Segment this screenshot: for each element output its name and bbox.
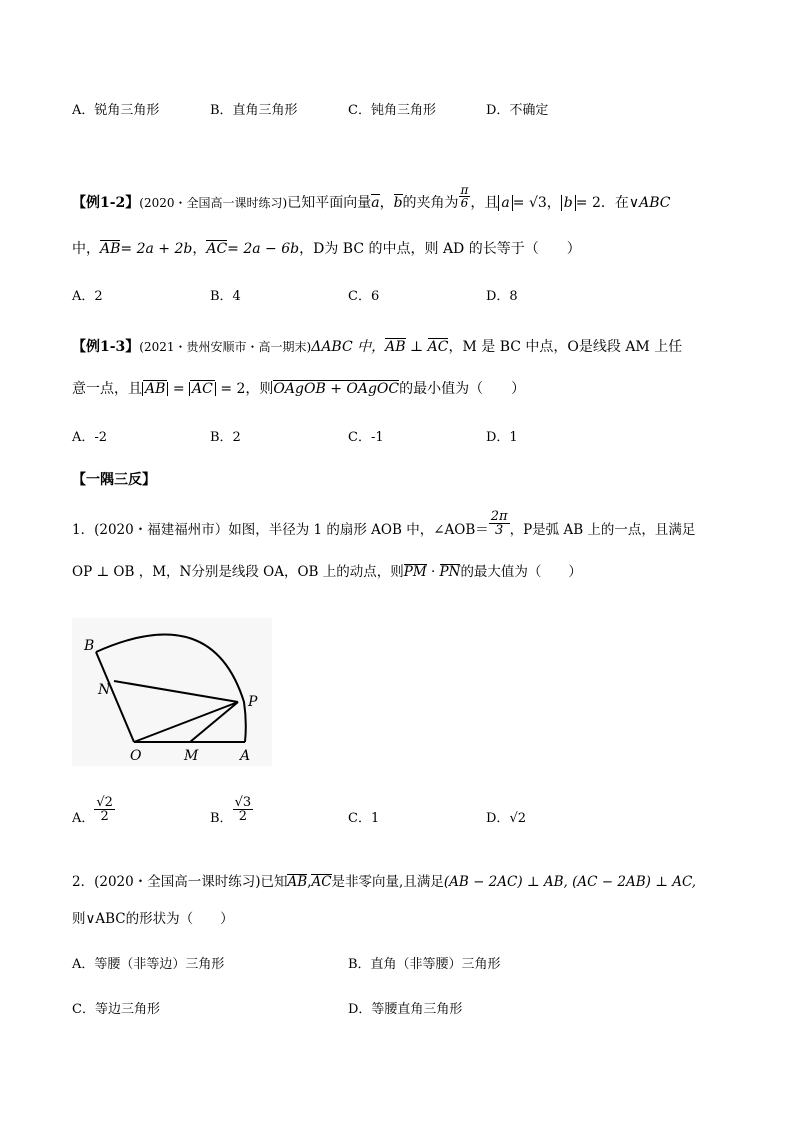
label-b: B [84, 638, 95, 654]
denominator: 2 [100, 809, 109, 824]
abs-ac: AC [189, 382, 216, 396]
numerator: √2 [96, 795, 113, 810]
q1-option-c [348, 812, 379, 825]
vector-b: b [393, 195, 403, 211]
option-value: 1 [370, 811, 380, 826]
text: = [168, 381, 190, 397]
text: 已知平面向量 [287, 195, 372, 211]
q2-option-c: C．等边三角形 [72, 1002, 160, 1017]
label-a: A [240, 748, 251, 764]
expression: = 2a + 2b [120, 241, 193, 257]
ex12-option-a: A．2 [72, 289, 103, 304]
abs-b: b [561, 195, 576, 211]
label-m: M [184, 748, 199, 764]
text: , [307, 874, 312, 890]
q2-option-b: B．直角（非等腰）三角形 [348, 957, 501, 972]
vector-ac: AC [206, 241, 228, 257]
vector-ab: AB [100, 241, 121, 257]
option-value: √2 [509, 811, 526, 826]
q1-option-d [486, 812, 526, 825]
source: (2020・全国高一课时练习) [139, 196, 288, 210]
question-2-line2: 则∨ABC的形状为（ ） [72, 911, 234, 927]
q1-option-b [210, 795, 253, 826]
vector-ab: AB [287, 874, 308, 890]
q0-option-b: B．直角三角形 [210, 103, 298, 118]
q0-option-d: D．不确定 [486, 103, 549, 118]
dot-product-expression: OAgOB + OAgOC [273, 381, 400, 397]
text: = 2，则 [215, 381, 274, 397]
q0-option-a: A．锐角三角形 [72, 103, 160, 118]
text: 2．(2020・全国高一课时练习)已知 [72, 874, 288, 890]
option-letter: C． [348, 811, 371, 826]
vector-ac: AC [311, 874, 332, 890]
text: ，M 是 BC 中点，O是线段 AM 上任 [448, 339, 683, 355]
q2-option-a: A．等腰（非等边）三角形 [72, 957, 225, 972]
text: 的最大值为（ ） [460, 564, 582, 580]
source: (2021・贵州安顺市・高一期末) [139, 340, 312, 354]
option-letter: A． [72, 811, 95, 826]
ex12-option-b: B．4 [210, 289, 241, 304]
label-n: N [98, 682, 111, 698]
vector-a: a [371, 195, 380, 211]
q1-option-a [72, 795, 115, 826]
option-letter: D． [486, 811, 510, 826]
text: 的夹角为 [402, 195, 459, 211]
section-title: 【一隅三反】 [72, 472, 156, 488]
fraction-2pi-over-3 [489, 510, 510, 537]
abs-a: a [498, 195, 512, 211]
text: · [426, 564, 440, 580]
ex13-option-d: D．1 [486, 430, 518, 445]
fraction-pi-over-6 [459, 184, 471, 209]
q0-option-c: C．钝角三角形 [348, 103, 436, 118]
denominator: 2 [238, 809, 247, 824]
text: 的最小值为（ ） [399, 381, 526, 397]
text: 中， [72, 241, 100, 257]
numerator: π [460, 182, 469, 197]
example-1-3-line1 [72, 340, 682, 354]
vector-pn: PN [439, 564, 461, 580]
abs-ab: AB [142, 382, 168, 396]
ex13-option-a: A．-2 [72, 430, 108, 445]
condition-1: (AB − 2AC) ⊥ AB, [443, 874, 568, 890]
text: ，P是弧 AB 上的一点，且满足 [509, 522, 696, 538]
question-2-line1 [72, 876, 696, 890]
option-letter: B． [210, 811, 233, 826]
text: = √3 [512, 195, 547, 211]
ex12-option-c: C．6 [348, 289, 380, 304]
q2-option-d: D．等腰直角三角形 [348, 1002, 463, 1017]
denominator: 6 [460, 195, 469, 210]
text: 意一点，且 [72, 381, 142, 397]
text: ，且 [470, 195, 499, 211]
fraction-root3-over-2 [233, 796, 254, 823]
text: ，D为 BC 的中点，则 AD 的长等于（ ） [299, 241, 581, 257]
label-o: O [130, 748, 142, 764]
example-1-3-line2 [72, 382, 525, 396]
text: OP ⊥ OB ，M，N分别是线段 OA，OB 上的动点，则 [72, 564, 404, 580]
vector-ab: AB [385, 339, 406, 355]
triangle-abc: ∨ABC [628, 195, 671, 211]
ex12-option-d: D．8 [486, 289, 518, 304]
ex13-option-b: B．2 [210, 430, 241, 445]
numerator: √3 [234, 795, 252, 810]
sector-figure [72, 618, 272, 766]
text: ΔABC 中， [311, 339, 386, 355]
numerator: 2π [490, 509, 508, 524]
ex13-option-c: C．-1 [348, 430, 384, 445]
text: 1．(2020・福建福州市）如图，半径为 1 的扇形 AOB 中，∠AOB＝ [72, 522, 489, 538]
text: ， [192, 241, 207, 257]
expression: = 2a − 6b [227, 241, 300, 257]
question-1-line2 [72, 566, 582, 580]
label-p: P [248, 694, 258, 710]
condition-2: (AC − 2AB) ⊥ AC, [572, 874, 697, 890]
vector-ac: AC [427, 339, 449, 355]
text: = 2．在 [575, 195, 629, 211]
example-tag: 【例1-2】 [72, 195, 140, 211]
denominator: 3 [495, 523, 504, 538]
vector-pm: PM [403, 564, 427, 580]
example-tag: 【例1-3】 [72, 339, 140, 355]
example-1-2-line1 [72, 182, 671, 211]
text: ， [546, 195, 561, 211]
text: ⊥ [405, 339, 428, 355]
text: 是非零向量,且满足 [331, 874, 444, 890]
fraction-root2-over-2 [94, 796, 115, 823]
example-1-2-line2 [72, 242, 581, 256]
text: ， [379, 195, 394, 211]
